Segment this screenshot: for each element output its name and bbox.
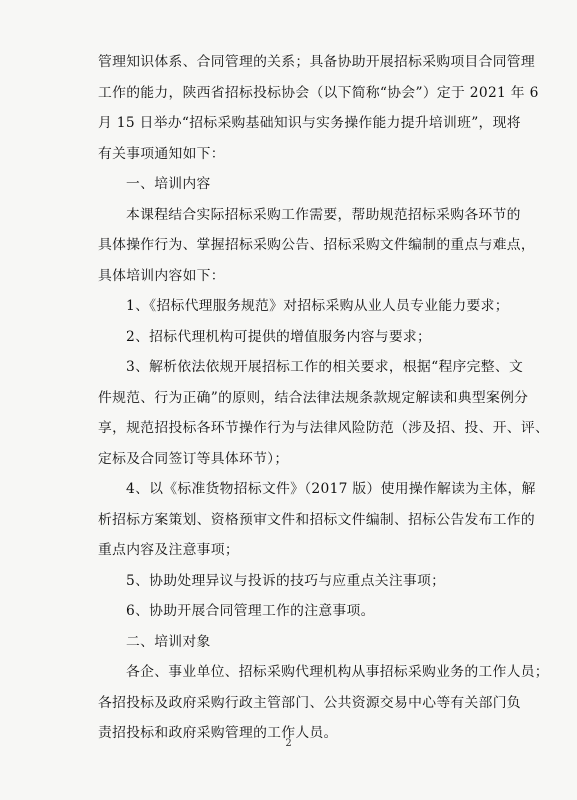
list-item-3: 3、解析依法依规开展招标工作的相关要求，根据“程序完整、文 (126, 359, 524, 375)
body-line: 月 15 日举办“招标采购基础知识与实务操作能力提升培训班”，现将 (98, 115, 521, 131)
list-item-1: 1、《招标代理服务规范》对招标采购从业人员专业能力要求； (126, 298, 509, 314)
list-item-5: 5、协助处理异议与投诉的技巧与应重点关注事项； (126, 572, 446, 589)
body-line: 工作的能力，陕西省招标投标协会（以下简称“协会”）定于 2021 年 6 (98, 84, 539, 101)
body-line: 析招标方案策划、资格预审文件和招标文件编制、招标公告发布工作的 (98, 511, 536, 528)
body-line: 具体培训内容如下： (98, 267, 225, 284)
body-line: 管理知识体系、合同管理的关系；具备协助开展招标采购项目合同管理 (98, 54, 536, 70)
body-line: 责招投标和政府采购管理的工作人员。 (98, 725, 338, 741)
body-line: 具体操作行为、掌握招标采购公告、招标采购文件编制的重点与难点， (98, 237, 536, 253)
section-heading-audience: 二、培训对象 (126, 633, 211, 650)
body-line: 各招投标及政府采购行政主管部门、公共资源交易中心等有关部门负 (98, 694, 521, 711)
list-item-4: 4、以《标准货物招标文件》（2017 版）使用操作解读为主体，解 (126, 481, 536, 497)
body-line: 本课程结合实际招标采购工作需要，帮助规范招标采购各环节的 (126, 206, 521, 223)
body-line: 有关事项通知如下： (98, 145, 225, 162)
page-number: 2 (285, 738, 292, 749)
list-item-6: 6、协助开展合同管理工作的注意事项。 (126, 603, 375, 619)
body-line: 享，规范招投标各环节操作行为与法律风险防范（涉及招、投、开、评、 (98, 420, 550, 436)
section-heading-content: 一、培训内容 (126, 176, 211, 192)
body-line: 定标及合同签订等具体环节）； (98, 450, 289, 467)
body-line: 重点内容及注意事项； (98, 542, 239, 558)
body-line: 各企、事业单位、招标采购代理机构从事招标采购业务的工作人员； (126, 664, 549, 680)
list-item-2: 2、招标代理机构可提供的增值服务内容与要求； (126, 328, 432, 345)
body-line: 件规范、行为正确”的原则，结合法律法规条款规定解读和典型案例分 (98, 389, 529, 406)
